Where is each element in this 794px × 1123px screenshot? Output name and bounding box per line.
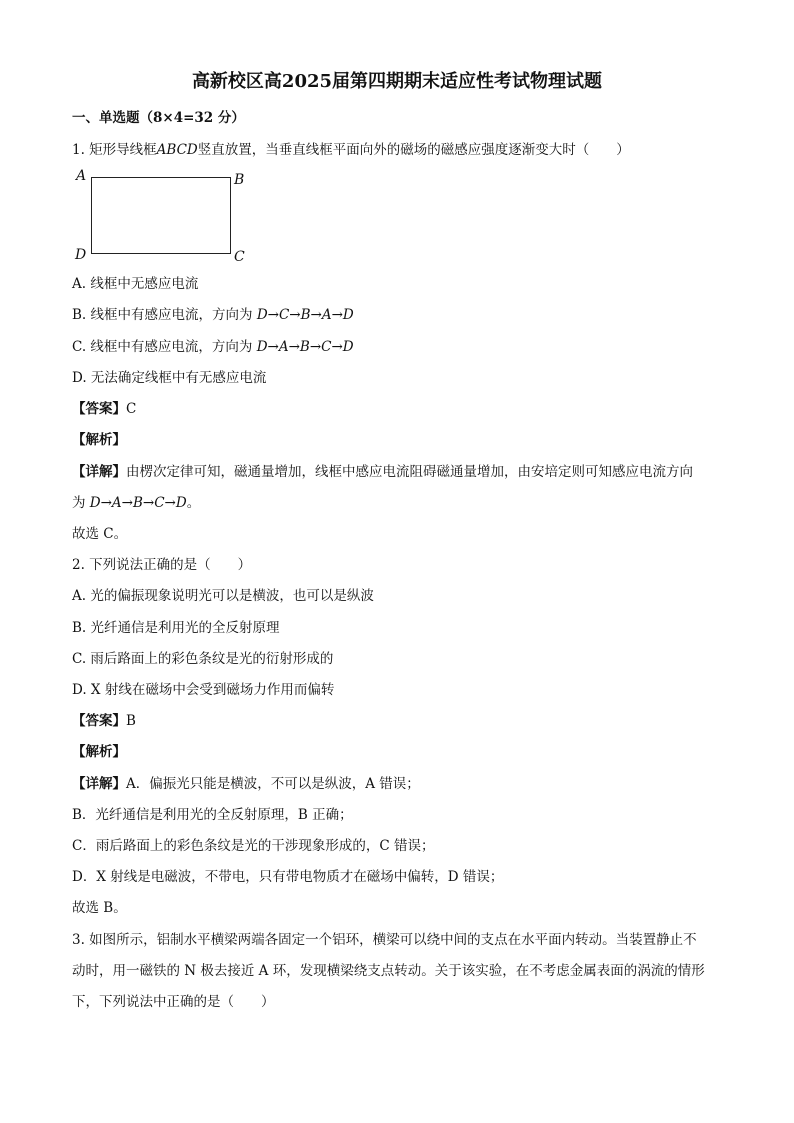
q3-stem-line3: 下，下列说法中正确的是（ ） bbox=[72, 994, 275, 1010]
q1-stem: 1. 矩形导线框ABCD竖直放置，当垂直线框平面向外的磁场的磁感应强度逐渐变大时（ ） bbox=[72, 142, 630, 158]
wire-frame-rectangle bbox=[91, 177, 231, 254]
q2-conclusion: 故选 B。 bbox=[72, 900, 127, 916]
q2-detail-d: D．X 射线是电磁波，不带电，只有带电物质才在磁场中偏转，D 错误； bbox=[72, 869, 504, 885]
q1-detail-line2: 为 D→A→B→C→D。 bbox=[72, 495, 201, 511]
q2-option-b: B. 光纤通信是利用光的全反射原理 bbox=[72, 620, 280, 636]
q2-stem: 2. 下列说法正确的是（ ） bbox=[72, 557, 252, 573]
q2-detail-a: 【详解】A．偏振光只能是横波，不可以是纵波，A 错误； bbox=[72, 776, 420, 792]
q1-option-b: B. 线框中有感应电流，方向为 D→C→B→A→D bbox=[72, 307, 354, 323]
q1-figure-rectangle-frame bbox=[72, 165, 262, 270]
q2-analysis-heading: 【解析】 bbox=[72, 744, 126, 760]
q2-option-a: A. 光的偏振现象说明光可以是横波，也可以是纵波 bbox=[72, 588, 374, 604]
q2-detail-c: C．雨后路面上的彩色条纹是光的干涉现象形成的，C 错误； bbox=[72, 838, 435, 854]
q2-answer: 【答案】B bbox=[72, 713, 136, 729]
q3-stem-line2: 动时，用一磁铁的 N 极去接近 A 环，发现横梁绕支点转动。关于该实验，在不考虑金属表面的涡流的情形 bbox=[72, 963, 705, 979]
vertex-label-d: D bbox=[75, 247, 87, 263]
vertex-label-a: A bbox=[76, 168, 87, 184]
q1-option-c: C. 线框中有感应电流，方向为 D→A→B→C→D bbox=[72, 339, 354, 355]
q1-conclusion: 故选 C。 bbox=[72, 526, 128, 542]
q2-option-c: C. 雨后路面上的彩色条纹是光的衍射形成的 bbox=[72, 651, 334, 667]
vertex-label-b: B bbox=[234, 172, 245, 188]
vertex-label-c: C bbox=[234, 249, 245, 265]
q3-stem-line1: 3. 如图所示，铝制水平横梁两端各固定一个铝环，横梁可以绕中间的支点在水平面内转动。当装置静止不 bbox=[72, 932, 697, 948]
page-title: 高新校区高2025届第四期期末适应性考试物理试题 bbox=[191, 71, 603, 92]
q1-option-a: A. 线框中无感应电流 bbox=[72, 276, 199, 292]
q2-option-d: D. X 射线在磁场中会受到磁场力作用而偏转 bbox=[72, 682, 335, 698]
q1-answer: 【答案】C bbox=[72, 401, 137, 417]
q1-option-d: D. 无法确定线框中有无感应电流 bbox=[72, 370, 267, 386]
q1-detail-line1: 【详解】由楞次定律可知，磁通量增加，线框中感应电流阻碍磁通量增加，由安培定则可知感应电流方向 bbox=[72, 464, 693, 480]
q1-analysis-heading: 【解析】 bbox=[72, 432, 126, 448]
section-heading: 一、单选题（8×4=32 分） bbox=[72, 110, 245, 126]
q2-detail-b: B．光纤通信是利用光的全反射原理，B 正确； bbox=[72, 807, 353, 823]
